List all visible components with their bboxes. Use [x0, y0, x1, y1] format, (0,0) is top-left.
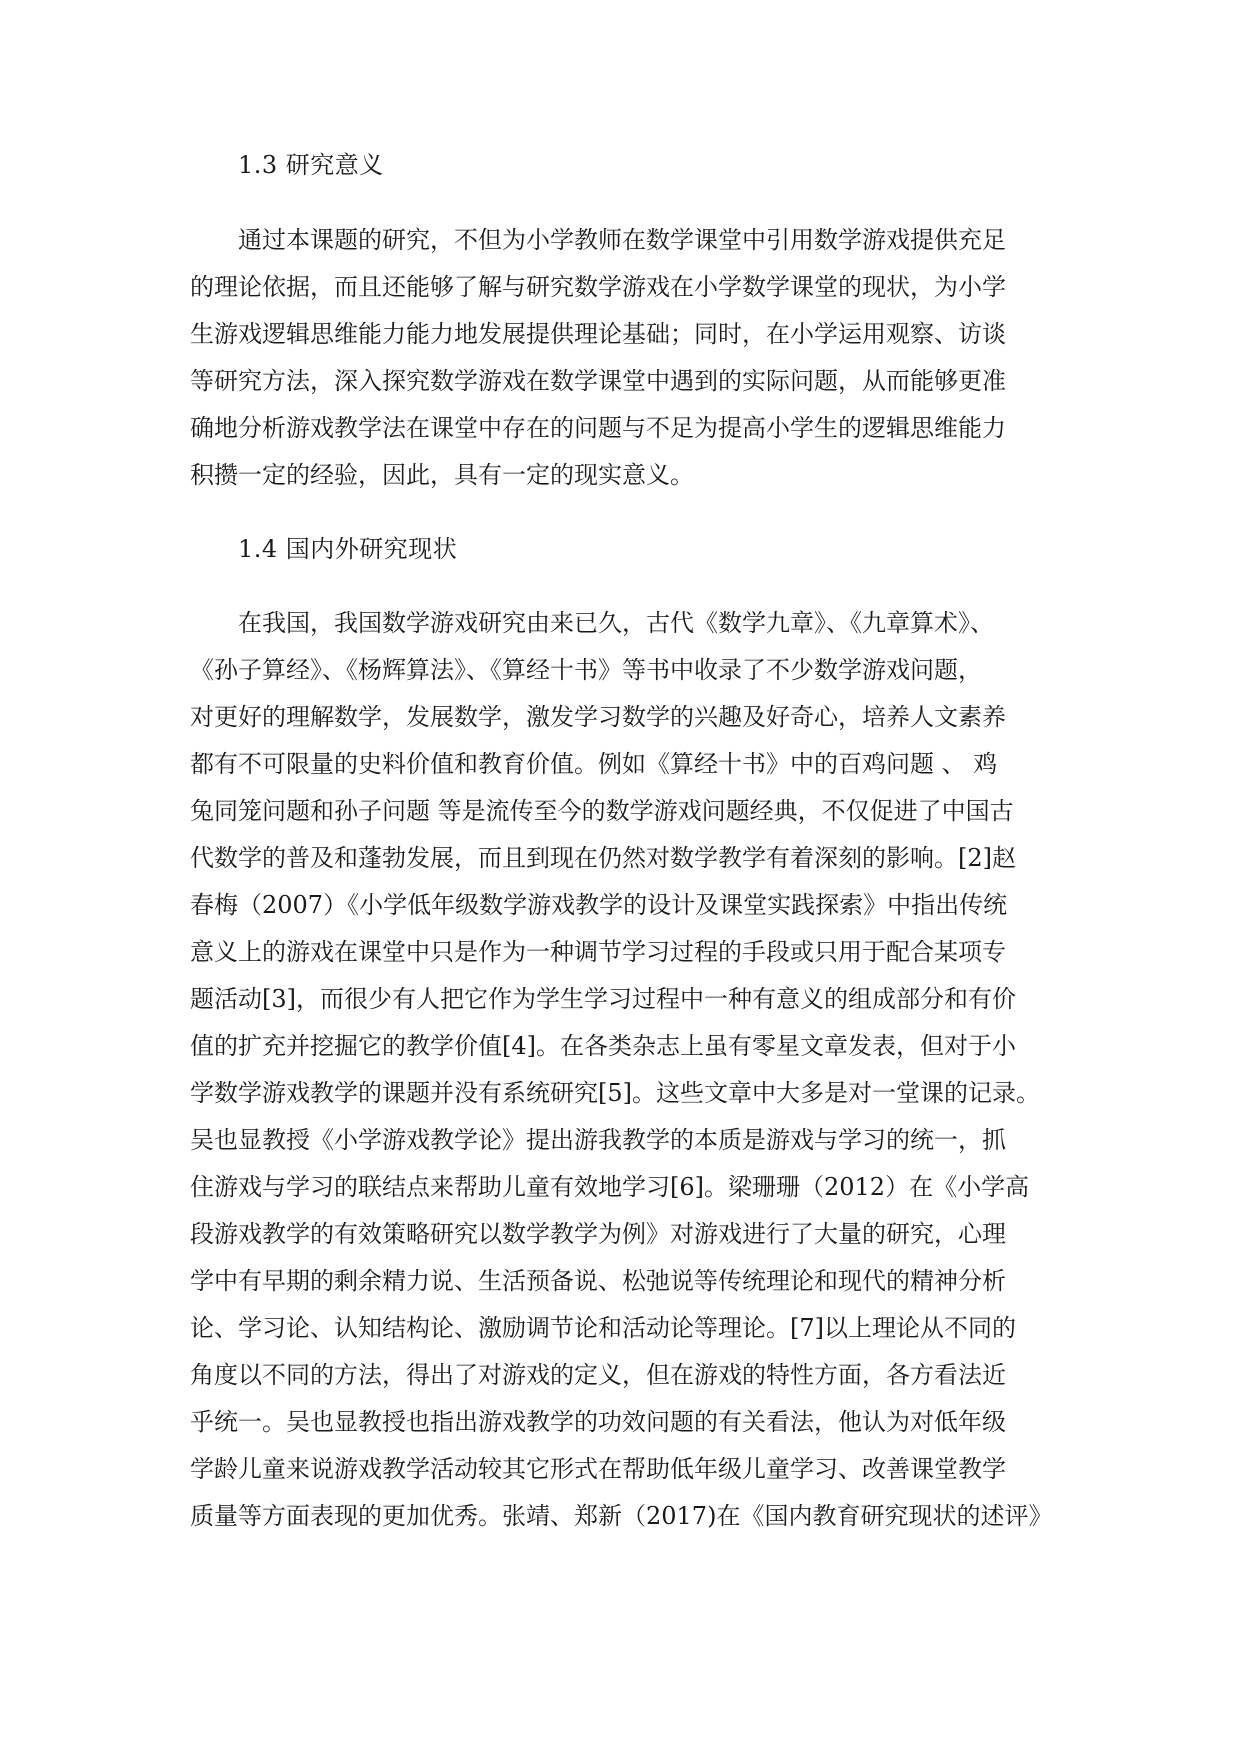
- text-line: 段游戏教学的有效策略研究以数学教学为例》对游戏进行了大量的研究，心理: [190, 1220, 1006, 1248]
- text-line: 积攒一定的经验，因此，具有一定的现实意义。: [190, 461, 694, 489]
- text-line: 等研究方法，深入探究数学游戏在数学课堂中遇到的实际问题，从而能够更准: [190, 367, 1006, 395]
- text-line: 在我国，我国数学游戏研究由来已久，古代《数学九章》、《九章算术》、: [238, 609, 994, 637]
- text-line: 兔同笼问题和孙子问题 等是流传至今的数学游戏问题经典，不仅促进了中国古: [190, 797, 1014, 825]
- text-line: 学龄儿童来说游戏教学活动较其它形式在帮助低年级儿童学习、改善课堂教学: [190, 1455, 1006, 1483]
- text-line: 意义上的游戏在课堂中只是作为一种调节学习过程的手段或只用于配合某项专: [190, 938, 1006, 966]
- paragraph-research-significance: [190, 217, 1050, 499]
- text-line: 学数学游戏教学的课题并没有系统研究[5]。这些文章中大多是对一堂课的记录。: [190, 1079, 1040, 1107]
- text-line: 乎统一。吴也显教授也指出游戏教学的功效问题的有关看法，他认为对低年级: [190, 1408, 1006, 1436]
- text-line: 对更好的理解数学，发展数学，激发学习数学的兴趣及好奇心，培养人文素养: [190, 703, 1006, 731]
- text-line: 《孙子算经》、《杨辉算法》、《算经十书》等书中收录了不少数学游戏问题，: [190, 656, 982, 684]
- text-line: 都有不可限量的史料价值和教育价值。例如《算经十书》中的百鸡问题 、 鸡: [190, 750, 998, 778]
- text-line: 论、学习论、认知结构论、激励调节论和活动论等理论。[7]以上理论从不同的: [190, 1314, 1016, 1342]
- text-line: 学中有早期的剩余精力说、生活预备说、松弛说等传统理论和现代的精神分析: [190, 1267, 1006, 1295]
- text-line: 的理论依据，而且还能够了解与研究数学游戏在小学数学课堂的现状，为小学: [190, 273, 1006, 301]
- section-heading-1-3: 1.3 研究意义: [238, 151, 384, 179]
- text-line: 春梅（2007）《小学低年级数学游戏教学的设计及课堂实践探索》中指出传统: [190, 891, 1008, 919]
- paragraph-research-status: [190, 600, 1053, 1540]
- text-line: 住游戏与学习的联结点来帮助儿童有效地学习[6]。梁珊珊（2012）在《小学高: [190, 1173, 1030, 1201]
- text-line: 角度以不同的方法，得出了对游戏的定义，但在游戏的特性方面，各方看法近: [190, 1361, 1006, 1389]
- text-line: 生游戏逻辑思维能力能力地发展提供理论基础；同时，在小学运用观察、访谈: [190, 320, 1006, 348]
- text-line: 值的扩充并挖掘它的教学价值[4]。在各类杂志上虽有零星文章发表，但对于小: [190, 1032, 1016, 1060]
- text-line: 题活动[3]，而很少有人把它作为学生学习过程中一种有意义的组成部分和有价: [190, 985, 1016, 1013]
- text-line: 通过本课题的研究，不但为小学教师在数学课堂中引用数学游戏提供充足: [238, 226, 1006, 254]
- text-line: 吴也显教授《小学游戏教学论》提出游我教学的本质是游戏与学习的统一，抓: [190, 1126, 1006, 1154]
- text-line: 质量等方面表现的更加优秀。张靖、郑新（2017)在《国内教育研究现状的述评》: [190, 1502, 1053, 1530]
- section-heading-1-4: 1.4 国内外研究现状: [238, 535, 458, 563]
- text-line: 确地分析游戏教学法在课堂中存在的问题与不足为提高小学生的逻辑思维能力: [190, 414, 1006, 442]
- text-line: 代数学的普及和蓬勃发展，而且到现在仍然对数学教学有着深刻的影响。[2]赵: [190, 844, 1016, 872]
